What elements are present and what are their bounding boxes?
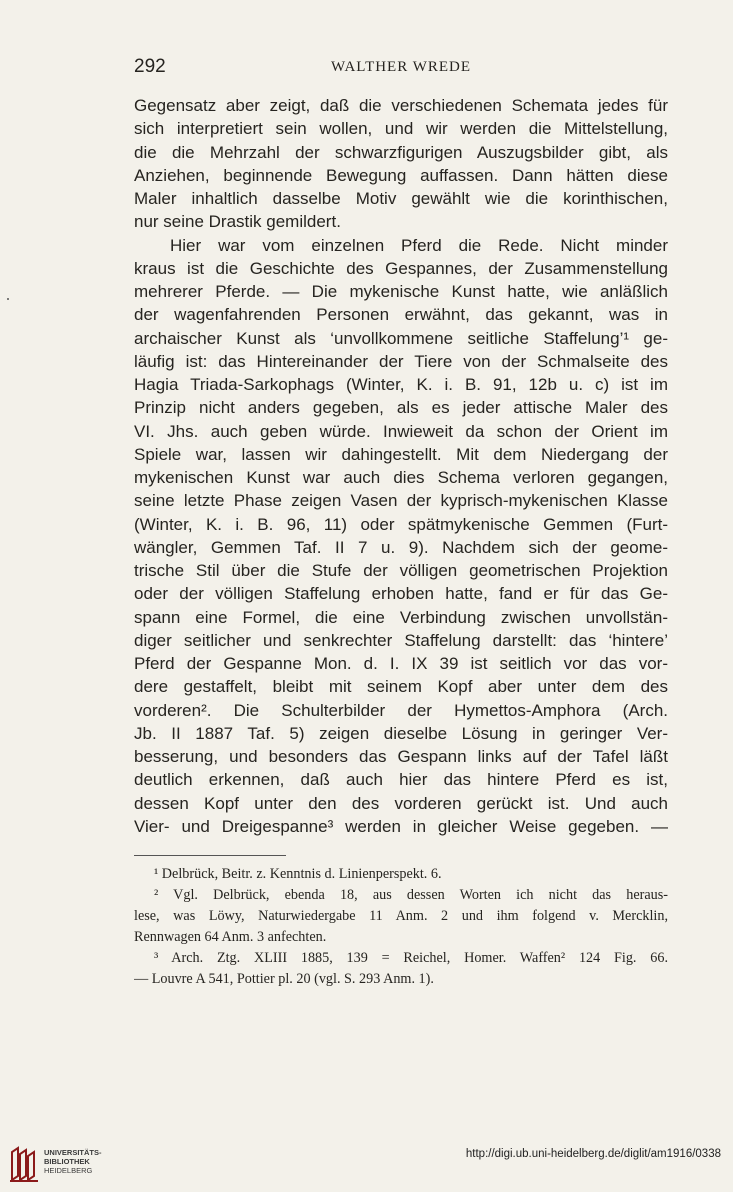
footnote-line: lese, was Löwy, Naturwiedergabe 11 Anm. 2 und ihm folgend v. Mercklin, [134,908,668,924]
text-line: mehrerer Pferde. — Die mykenische Kunst hatte, wie anläßlich [134,282,668,301]
footnote-line: — Louvre A 541, Pottier pl. 20 (vgl. S. 293 Anm. 1). [134,971,434,987]
text-line: wängler, Gemmen Taf. II 7 u. 9). Nachdem sich der geome- [134,537,668,557]
text-line: dere gestaffelt, bleibt mit seinem Kopf aber unter dem des [134,677,668,697]
text-line: archaischer Kunst als ‘unvollkommene seitliche Staffelung’¹ ge- [134,328,668,348]
text-line: Gegensatz aber zeigt, daß die verschiedenen Schemata jedes für [134,96,668,115]
main-text [134,94,668,838]
text-line: die die Mehrzahl der schwarzfigurigen Auszugsbilder gibt, als [134,142,668,162]
text-line: Maler inhaltlich dasselbe Motiv gewählt wie die korinthischen, [134,189,668,208]
text-line: Jb. II 1887 Taf. 5) zeigen dieselbe Lösung in geringer Ver- [134,723,668,743]
source-url-link[interactable]: http://digi.ub.uni-heidelberg.de/diglit/am1916/0338 [465,1148,721,1160]
footnote-line: ¹ Delbrück, Beitr. z. Kenntnis d. Linienperspekt. 6. [154,866,442,882]
text-line: oder der völligen Staffelung erhoben hatte, fand er für das Ge- [134,584,668,604]
text-line: besserung, und besonders das Gespann links auf der Tafel läßt [134,747,668,766]
margin-speck [7,298,9,300]
footnotes [134,864,668,990]
text-line: Anziehen, beginnende Bewegung auffassen. Dann hätten diese [134,165,668,185]
text-line: trische Stil über die Stufe der völligen geometrischen Projektion [134,561,668,580]
text-line: der wagenfahrenden Personen erwähnt, das gekannt, was in [134,305,668,325]
digitization-footer [0,1138,733,1192]
library-name-line: UNIVERSITÄTS- [44,1148,102,1157]
text-line: Hagia Triada-Sarkophags (Winter, K. i. B. 91, 12b u. c) ist im [134,375,668,394]
text-line: deutlich erkennen, daß auch hier das hintere Pferd es ist, [134,770,668,790]
text-line: VI. Jhs. auch geben würde. Inwieweit da schon der Orient im [134,421,668,441]
library-name [44,1148,102,1175]
page-header [134,56,668,82]
ub-heidelberg-logo-icon [8,1144,42,1184]
text-line: mykenischen Kunst war auch dies Schema verloren gegangen, [134,468,668,487]
footnote-line: ² Vgl. Delbrück, ebenda 18, aus dessen Worten ich nicht das heraus- [154,887,668,903]
text-line: Vier- und Dreigespanne³ werden in gleicher Weise gegeben. — [134,816,668,836]
text-line: Pferd der Gespanne Mon. d. I. IX 39 ist seitlich vor das vor- [134,654,668,673]
text-line: diger seitlicher und senkrechter Staffelung darstellt: das ‘hintere’ [134,630,668,650]
text-line: sich interpretiert sein wollen, und wir werden die Mittelstellung, [134,119,668,139]
footnote-divider [134,855,286,856]
text-line: Spiele war, lassen wir dahingestellt. Mit dem Niedergang der [134,444,668,464]
text-line: läufig ist: das Hintereinander der Tiere von der Schmalseite des [134,351,668,371]
text-line: kraus ist die Geschichte des Gespannes, der Zusammenstellung [134,258,668,278]
text-line: spann eine Formel, die eine Verbindung zwischen unvollstän- [134,607,668,627]
text-line: Prinzip nicht anders gegeben, als es jeder attische Maler des [134,398,668,418]
text-line: (Winter, K. i. B. 96, 11) oder spätmykenische Gemmen (Furt- [134,514,668,534]
text-line: dessen Kopf unter den des vorderen gerückt ist. Und auch [134,793,668,813]
text-line: Hier war vom einzelnen Pferd die Rede. Nicht minder [170,235,668,255]
library-name-line: HEIDELBERG [44,1166,93,1175]
library-name-line: BIBLIOTHEK [44,1157,90,1166]
page-number: 292 [134,56,166,77]
text-line: vorderen². Die Schulterbilder der Hymettos-Amphora (Arch. [134,700,668,720]
footnote-line: ³ Arch. Ztg. XLIII 1885, 139 = Reichel, Homer. Waffen² 124 Fig. 66. [154,950,668,966]
footnote-line: Rennwagen 64 Anm. 3 anfechten. [134,929,327,945]
running-head: WALTHER WREDE [330,59,472,75]
text-line: seine letzte Phase zeigen Vasen der kyprisch-mykenischen Klasse [134,491,668,511]
text-line: nur seine Drastik gemildert. [134,212,341,232]
